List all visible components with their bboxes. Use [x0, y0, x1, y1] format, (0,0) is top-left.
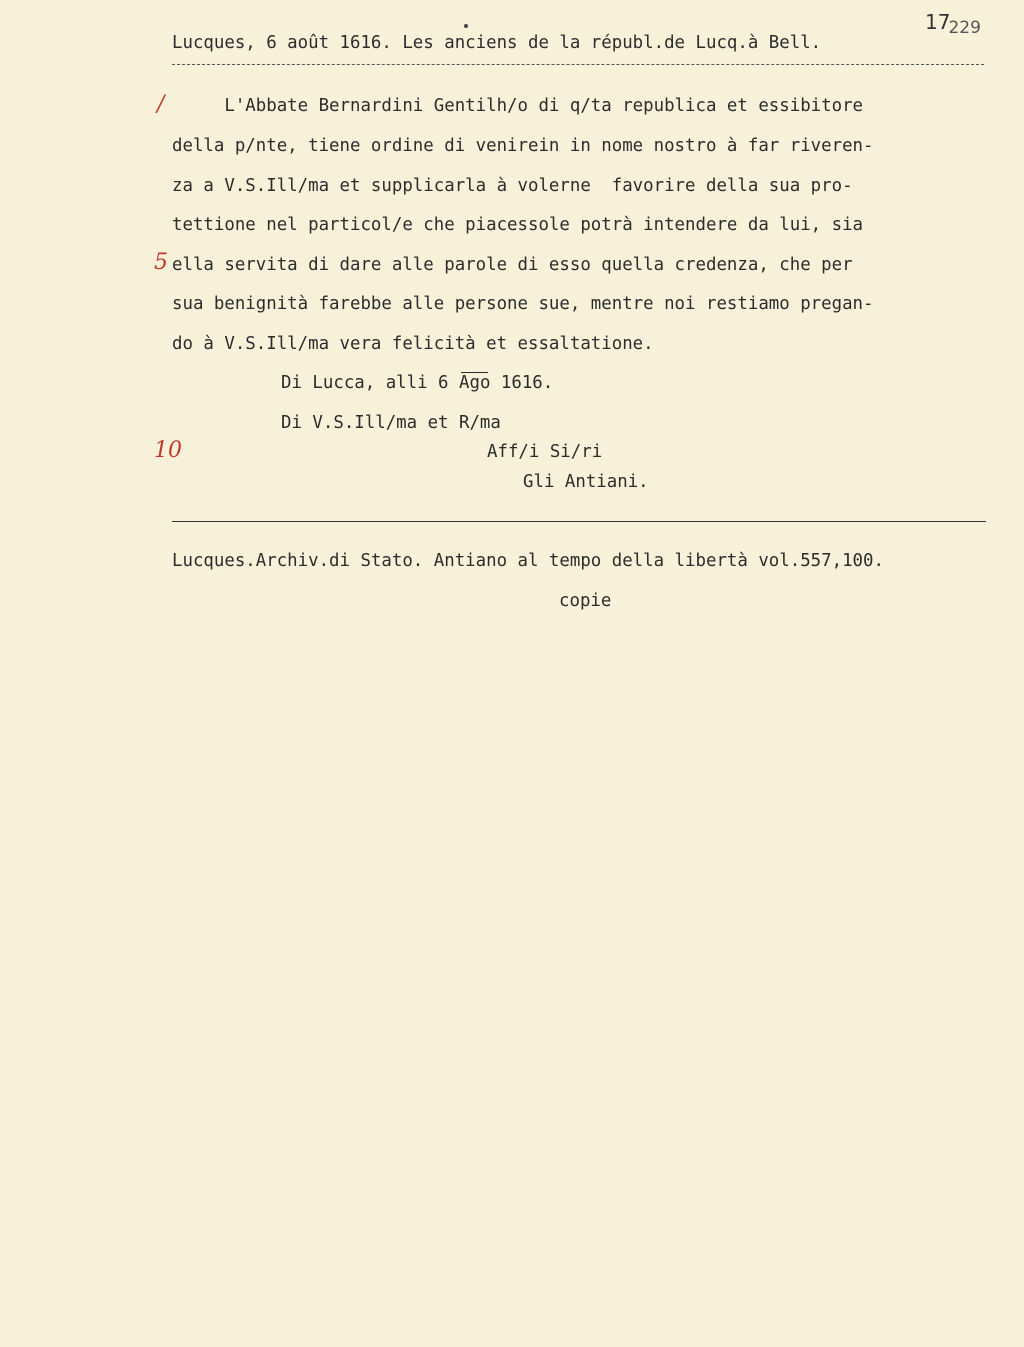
handwritten-page-number: 17: [925, 10, 951, 34]
body-line-6: sua benignità farebbe alle persone sue, mentre noi restiamo pregan-: [172, 294, 874, 314]
ink-dot: [464, 24, 468, 28]
date-line-year: 1616.: [490, 373, 554, 393]
document-header: Lucques, 6 août 1616. Les anciens de la républ.de Lucq.à Bell.: [172, 33, 822, 53]
signature-line-2: Gli Antiani.: [523, 472, 649, 492]
salutation: Di V.S.Ill/ma et R/ma: [281, 413, 501, 433]
body-line-1: L'Abbate Bernardini Gentilh/o di q/ta republica et essibitore: [172, 96, 864, 116]
date-line-month: Ago: [459, 373, 491, 393]
copy-note: copie: [559, 591, 612, 611]
signature-line-1: Aff/i Si/ri: [487, 442, 603, 462]
body-line-7: do à V.S.Ill/ma vera felicità et essaltatione.: [172, 334, 654, 354]
archive-source: Lucques.Archiv.di Stato. Antiano al tempo della libertà vol.557,100.: [172, 551, 884, 571]
margin-line-mark-10: 10: [154, 438, 182, 463]
body-line-2: della p/nte, tiene ordine di venirein in nome nostro à far riveren-: [172, 136, 874, 156]
date-line-prefix: Di Lucca, alli 6: [281, 373, 459, 393]
footer-divider: [172, 521, 986, 522]
margin-line-mark-1: /: [157, 92, 165, 117]
body-line-3: za a V.S.Ill/ma et supplicarla à volerne favorire della sua pro-: [172, 176, 853, 196]
margin-line-mark-5: 5: [154, 250, 168, 275]
body-line-4: tettione nel particol/e che piacessole potrà intendere da lui, sia: [172, 215, 864, 235]
typed-page-number: 229: [948, 18, 981, 38]
body-line-5: ella servita di dare alle parole di esso quella credenza, che per: [172, 255, 853, 275]
date-line: [281, 372, 553, 394]
page-number: [925, 10, 981, 38]
header-divider: [172, 64, 984, 65]
